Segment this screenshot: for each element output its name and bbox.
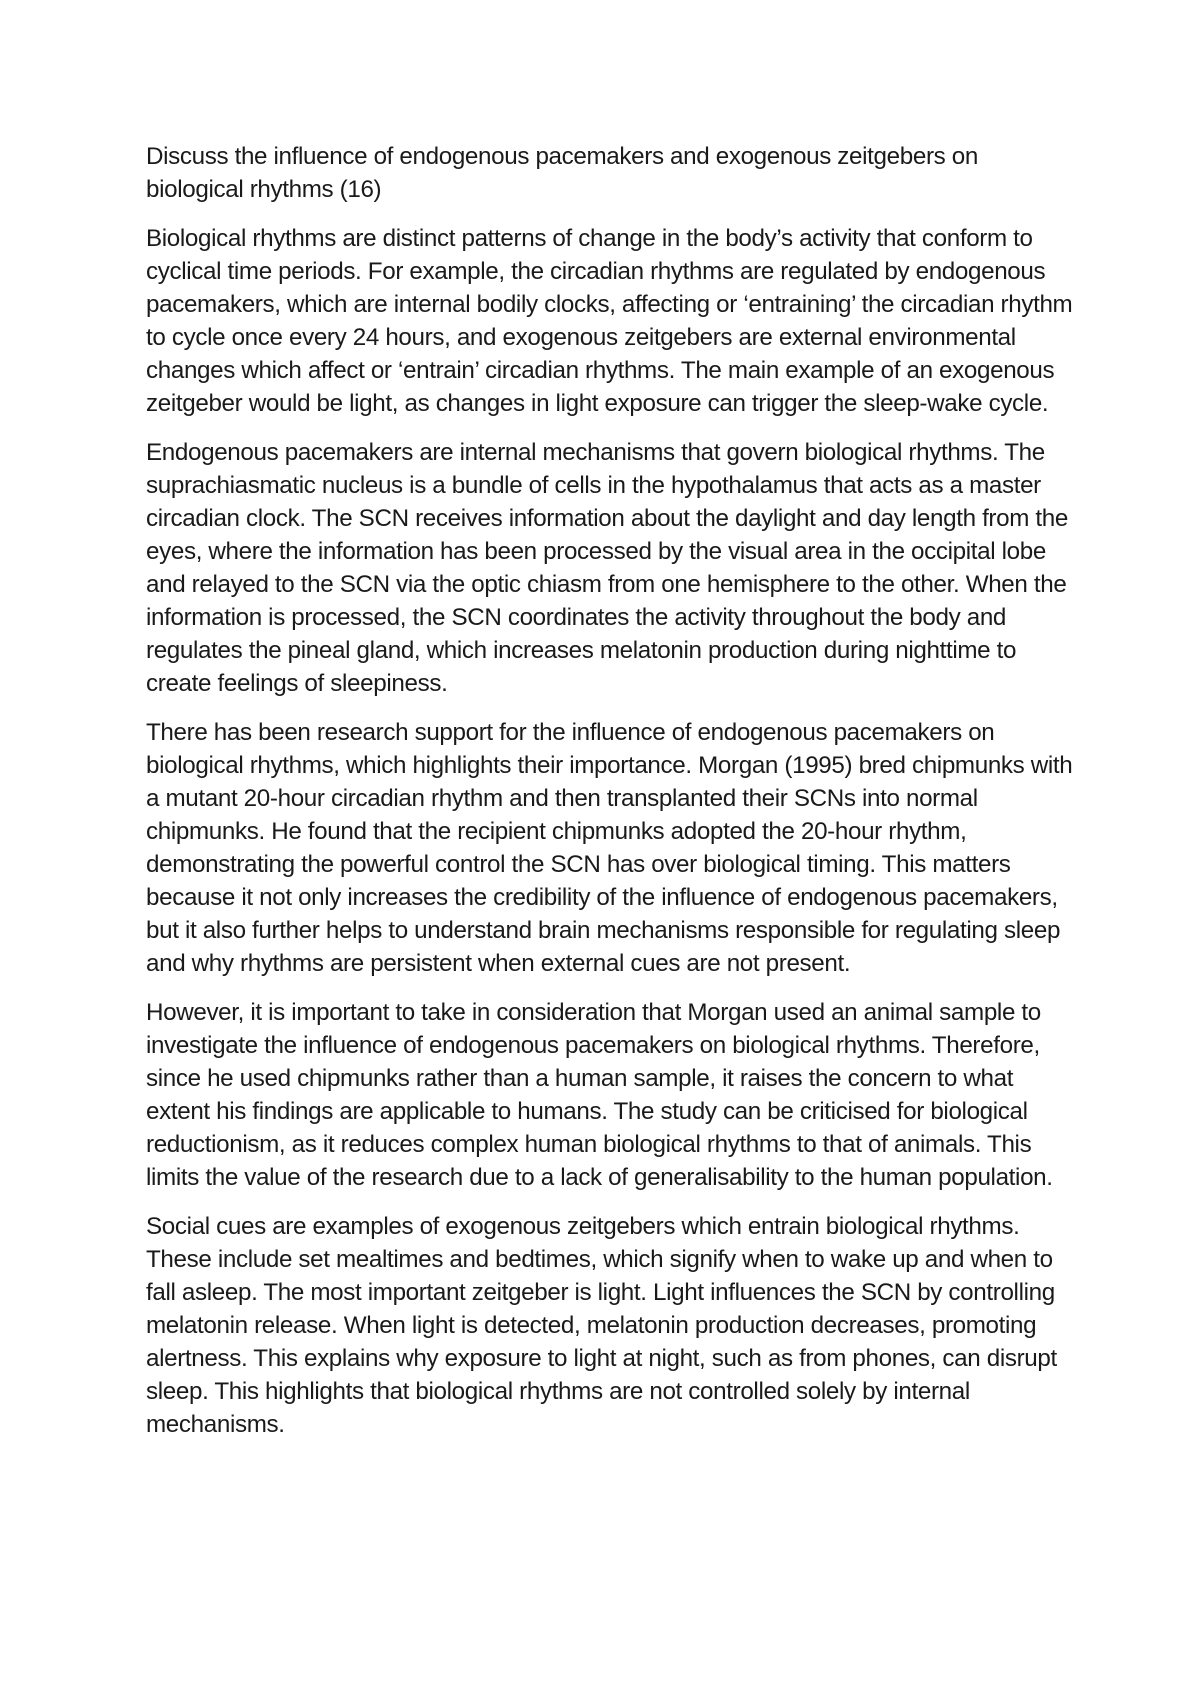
paragraph-introduction: Biological rhythms are distinct patterns of change in the body’s activity that conform to cyclical time periods. For example, the circadian rhythms are regulated by endogenous pacemakers, which are internal bodily clocks, affecting or ‘entraining’ the circadian rhythm to cycle once every 24 hours, and exogenous zeitgebers are external environmental changes which affect or ‘entrain’ circadian rhythms. The main example of an exogenous zeitgeber would be light, as changes in light exposure can trigger the sleep-wake cycle.: [146, 225, 1073, 417]
paragraph-exogenous-zeitgebers: Social cues are examples of exogenous zeitgebers which entrain biological rhythms. These include set mealtimes and bedtimes, which signify when to wake up and when to fall asleep. The most important zeitgeber is light. Light influences the SCN by controlling melatonin release. When light is detected, melatonin production decreases, promoting alertness. This explains why exposure to light at night, such as from phones, can disrupt sleep. This highlights that biological rhythms are not controlled solely by internal mechanisms.: [146, 1213, 1057, 1438]
paragraph-limitation: However, it is important to take in consideration that Morgan used an animal sample to investigate the influence of endogenous pacemakers on biological rhythms. Therefore, since he used chipmunks rather than a human sample, it raises the concern to what extent his findings are applicable to humans. The study can be criticised for biological reductionism, as it reduces complex human biological rhythms to that of animals. This limits the value of the research due to a lack of generalisability to the human population.: [146, 999, 1053, 1191]
essay-question: Discuss the influence of endogenous pacemakers and exogenous zeitgebers on biological rhythms (16): [146, 143, 978, 203]
paragraph-research-support: There has been research support for the influence of endogenous pacemakers on biological rhythms, which highlights their importance. Morgan (1995) bred chipmunks with a mutant 20-hour circadian rhythm and then transplanted their SCNs into normal chipmunks. He found that the recipient chipmunks adopted the 20-hour rhythm, demonstrating the powerful control the SCN has over biological timing. This matters because it not only increases the credibility of the influence of endogenous pacemakers, but it also further helps to understand brain mechanisms responsible for regulating sleep and why rhythms are persistent when external cues are not present.: [146, 719, 1073, 977]
paragraph-endogenous-pacemakers: Endogenous pacemakers are internal mechanisms that govern biological rhythms. The suprachiasmatic nucleus is a bundle of cells in the hypothalamus that acts as a master circadian clock. The SCN receives information about the daylight and day length from the eyes, where the information has been processed by the visual area in the occipital lobe and relayed to the SCN via the optic chiasm from one hemisphere to the other. When the information is processed, the SCN coordinates the activity throughout the body and regulates the pineal gland, which increases melatonin production during nighttime to create feelings of sleepiness.: [146, 439, 1068, 697]
document-body: [146, 140, 1076, 1457]
